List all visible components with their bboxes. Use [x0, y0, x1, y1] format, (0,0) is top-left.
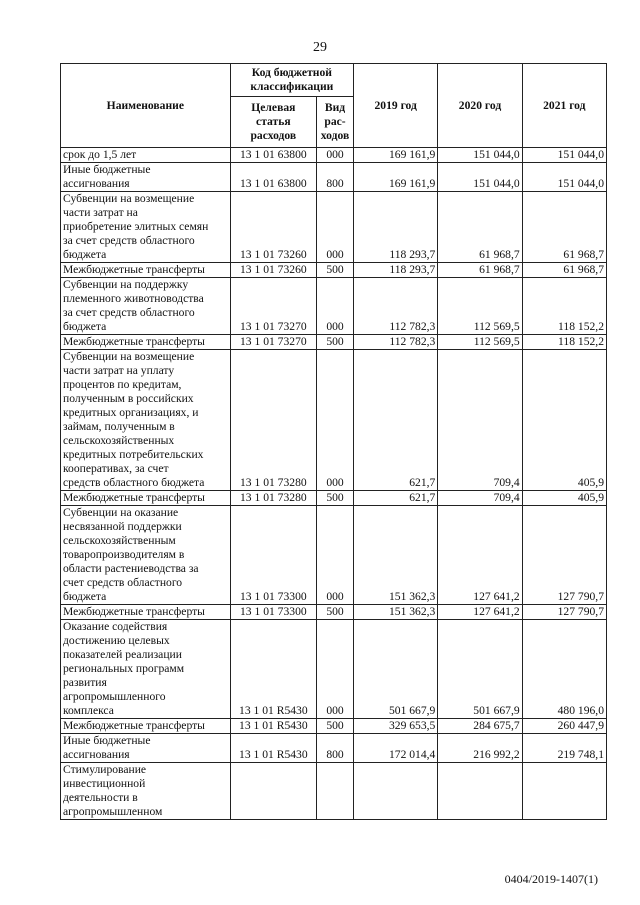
row-value-2020: 112 569,5 [438, 335, 522, 350]
row-expense-type: 500 [317, 491, 354, 506]
row-name: Межбюджетные трансферты [61, 719, 231, 734]
header-name: Наименование [61, 64, 231, 148]
row-value-2019: 112 782,3 [354, 335, 438, 350]
table-row [61, 350, 607, 491]
row-name: Оказание содействия достижению целевых показателей реализации региональных программ развития агропромышленного комплекса [61, 620, 231, 719]
row-expense-type: 500 [317, 335, 354, 350]
row-value-2019: 501 667,9 [354, 620, 438, 719]
row-expense-type: 000 [317, 148, 354, 163]
row-target-article: 13 1 01 73260 [230, 263, 316, 278]
row-value-2020: 151 044,0 [438, 163, 522, 192]
table-row [61, 278, 607, 335]
row-value-2021: 118 152,2 [522, 278, 606, 335]
row-expense-type: 800 [317, 734, 354, 763]
row-target-article: 13 1 01 73260 [230, 192, 316, 263]
row-value-2021: 118 152,2 [522, 335, 606, 350]
row-expense-type: 000 [317, 278, 354, 335]
header-year-2021: 2021 год [522, 64, 606, 148]
row-name: Межбюджетные трансферты [61, 263, 231, 278]
table-row [61, 506, 607, 605]
row-value-2019 [354, 763, 438, 820]
row-value-2021: 61 968,7 [522, 192, 606, 263]
row-value-2019: 329 653,5 [354, 719, 438, 734]
table-row [61, 263, 607, 278]
row-value-2021: 61 968,7 [522, 263, 606, 278]
row-value-2019: 112 782,3 [354, 278, 438, 335]
budget-table [60, 63, 607, 820]
row-value-2021: 480 196,0 [522, 620, 606, 719]
row-value-2019: 621,7 [354, 491, 438, 506]
row-value-2019: 169 161,9 [354, 163, 438, 192]
row-name: Субвенции на оказание несвязанной поддержки сельскохозяйственным товаропроизводителям в области растениеводства за счет средств областного бюджета [61, 506, 231, 605]
header-expense-type: Вид рас- ходов [317, 97, 354, 148]
row-target-article: 13 1 01 R5430 [230, 719, 316, 734]
row-name: Стимулирование инвестиционной деятельности в агропромышленном [61, 763, 231, 820]
row-value-2021: 405,9 [522, 350, 606, 491]
row-name: срок до 1,5 лет [61, 148, 231, 163]
row-target-article: 13 1 01 63800 [230, 148, 316, 163]
row-expense-type: 500 [317, 263, 354, 278]
row-value-2019: 118 293,7 [354, 263, 438, 278]
row-name: Субвенции на возмещение части затрат на приобретение элитных семян за счет средств областного бюджета [61, 192, 231, 263]
row-value-2020: 112 569,5 [438, 278, 522, 335]
row-value-2019: 151 362,3 [354, 506, 438, 605]
row-value-2020: 216 992,2 [438, 734, 522, 763]
row-expense-type: 500 [317, 719, 354, 734]
row-value-2020: 127 641,2 [438, 506, 522, 605]
row-value-2019: 118 293,7 [354, 192, 438, 263]
row-name: Субвенции на возмещение части затрат на уплату процентов по кредитам, полученным в российских кредитных организациях, и займам, полученным в сельскохозяйственных кредитных потребительских кооперативах, за счет средств областного бюджета [61, 350, 231, 491]
row-target-article: 13 1 01 63800 [230, 163, 316, 192]
row-expense-type: 000 [317, 620, 354, 719]
row-value-2020: 709,4 [438, 350, 522, 491]
row-expense-type [317, 763, 354, 820]
row-target-article: 13 1 01 73270 [230, 278, 316, 335]
row-value-2019: 169 161,9 [354, 148, 438, 163]
row-value-2020: 709,4 [438, 491, 522, 506]
header-code-group: Код бюджетной классификации [230, 64, 353, 97]
row-target-article: 13 1 01 R5430 [230, 620, 316, 719]
document-number: 0404/2019-1407(1) [504, 872, 598, 886]
row-value-2020: 501 667,9 [438, 620, 522, 719]
row-value-2019: 172 014,4 [354, 734, 438, 763]
row-target-article: 13 1 01 R5430 [230, 734, 316, 763]
row-target-article: 13 1 01 73270 [230, 335, 316, 350]
row-value-2020: 151 044,0 [438, 148, 522, 163]
row-expense-type: 000 [317, 506, 354, 605]
row-value-2021: 260 447,9 [522, 719, 606, 734]
row-name: Межбюджетные трансферты [61, 335, 231, 350]
row-target-article: 13 1 01 73280 [230, 350, 316, 491]
row-name: Межбюджетные трансферты [61, 491, 231, 506]
table-row [61, 148, 607, 163]
row-value-2019: 621,7 [354, 350, 438, 491]
page-number: 29 [313, 40, 327, 55]
row-name: Межбюджетные трансферты [61, 605, 231, 620]
header-year-2019: 2019 год [354, 64, 438, 148]
row-value-2021: 127 790,7 [522, 506, 606, 605]
row-value-2020: 61 968,7 [438, 263, 522, 278]
row-target-article: 13 1 01 73280 [230, 491, 316, 506]
row-expense-type: 800 [317, 163, 354, 192]
row-value-2021: 127 790,7 [522, 605, 606, 620]
header-row-top [61, 64, 607, 97]
row-value-2021 [522, 763, 606, 820]
table-row [61, 719, 607, 734]
row-expense-type: 000 [317, 192, 354, 263]
row-value-2021: 151 044,0 [522, 148, 606, 163]
table-row [61, 163, 607, 192]
row-value-2020 [438, 763, 522, 820]
row-expense-type: 500 [317, 605, 354, 620]
table-row [61, 491, 607, 506]
row-target-article [230, 763, 316, 820]
row-value-2020: 127 641,2 [438, 605, 522, 620]
row-target-article: 13 1 01 73300 [230, 605, 316, 620]
row-value-2021: 405,9 [522, 491, 606, 506]
table-row [61, 605, 607, 620]
table-row [61, 335, 607, 350]
row-target-article: 13 1 01 73300 [230, 506, 316, 605]
table-row [61, 763, 607, 820]
row-value-2021: 151 044,0 [522, 163, 606, 192]
row-name: Субвенции на поддержку племенного животноводства за счет средств областного бюджета [61, 278, 231, 335]
row-value-2020: 61 968,7 [438, 192, 522, 263]
table-row [61, 620, 607, 719]
row-expense-type: 000 [317, 350, 354, 491]
row-value-2021: 219 748,1 [522, 734, 606, 763]
row-name: Иные бюджетные ассигнования [61, 163, 231, 192]
header-target-article: Целевая статья расходов [230, 97, 316, 148]
row-value-2020: 284 675,7 [438, 719, 522, 734]
row-value-2019: 151 362,3 [354, 605, 438, 620]
header-year-2020: 2020 год [438, 64, 522, 148]
row-name: Иные бюджетные ассигнования [61, 734, 231, 763]
table-row [61, 192, 607, 263]
table-row [61, 734, 607, 763]
